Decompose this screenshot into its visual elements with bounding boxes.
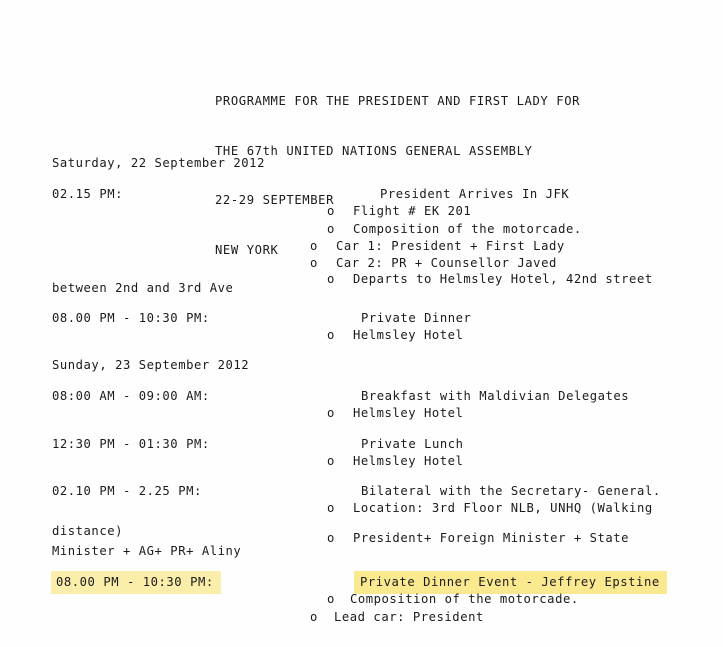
bullet-glyph-icon: o	[327, 222, 335, 236]
entry-1-bullet-1: Flight # EK 201	[353, 204, 472, 218]
bullet-glyph-icon: o	[327, 272, 335, 286]
bullet-glyph-icon: o	[327, 454, 335, 468]
entry-4-time: 12:30 PM - 01:30 PM:	[52, 437, 210, 451]
title-line-2: THE 67th UNITED NATIONS GENERAL ASSEMBLY	[215, 143, 533, 158]
entry-5-continuation-2: Minister + AG+ PR+ Aliny	[52, 544, 242, 558]
bullet-glyph-icon: o	[327, 501, 335, 515]
bullet-glyph-icon: o	[327, 204, 335, 218]
entry-1-bullet-4: Car 2: PR + Counsellor Javed	[336, 256, 557, 270]
entry-3-title: Breakfast with Maldivian Delegates	[361, 389, 630, 403]
entry-1-title: President Arrives In JFK	[380, 187, 570, 201]
entry-1-continuation: between 2nd and 3rd Ave	[52, 281, 234, 295]
bullet-glyph-icon: o	[327, 328, 335, 342]
bullet-glyph-icon: o	[327, 592, 335, 606]
entry-4-title: Private Lunch	[361, 437, 464, 451]
entry-6-title: Private Dinner Event - Jeffrey Epstine	[355, 572, 666, 593]
bullet-glyph-icon: o	[310, 239, 318, 253]
entry-2-bullet-1: Helmsley Hotel	[353, 328, 464, 342]
entry-5-title: Bilateral with the Secretary- General.	[361, 484, 661, 498]
entry-1-bullet-5: Departs to Helmsley Hotel, 42nd street	[353, 272, 653, 286]
entry-2-time: 08.00 PM - 10:30 PM:	[52, 311, 210, 325]
entry-2-title: Private Dinner	[361, 311, 472, 325]
entry-6-bullet-2: Lead car: President	[334, 610, 484, 624]
entry-3-bullet-1: Helmsley Hotel	[353, 406, 464, 420]
bullet-glyph-icon: o	[327, 406, 335, 420]
entry-5-continuation-1: distance)	[52, 524, 123, 538]
entry-1-bullet-3: Car 1: President + First Lady	[336, 239, 565, 253]
entry-1-time: 02.15 PM:	[52, 187, 123, 201]
entry-4-bullet-1: Helmsley Hotel	[353, 454, 464, 468]
bullet-glyph-icon: o	[310, 256, 318, 270]
entry-1-bullet-2: Composition of the motorcade.	[353, 222, 582, 236]
day-heading-saturday: Saturday, 22 September 2012	[52, 156, 265, 170]
bullet-glyph-icon: o	[327, 531, 335, 545]
entry-5-bullet-1: Location: 3rd Floor NLB, UNHQ (Walking	[353, 501, 653, 515]
entry-5-time: 02.10 PM - 2.25 PM:	[52, 484, 202, 498]
title-line-1: PROGRAMME FOR THE PRESIDENT AND FIRST LADY FOR	[215, 94, 581, 108]
day-heading-sunday: Sunday, 23 September 2012	[52, 358, 250, 372]
entry-3-time: 08:00 AM - 09:00 AM:	[52, 389, 210, 403]
bullet-glyph-icon: o	[310, 610, 318, 624]
entry-6-time: 08.00 PM - 10:30 PM:	[52, 572, 220, 593]
title-line-4: NEW YORK	[215, 242, 279, 257]
entry-6-bullet-1: Composition of the motorcade.	[350, 592, 579, 606]
title-line-3: 22-29 SEPTEMBER	[215, 193, 335, 207]
entry-5-bullet-2: President+ Foreign Minister + State	[353, 531, 630, 545]
